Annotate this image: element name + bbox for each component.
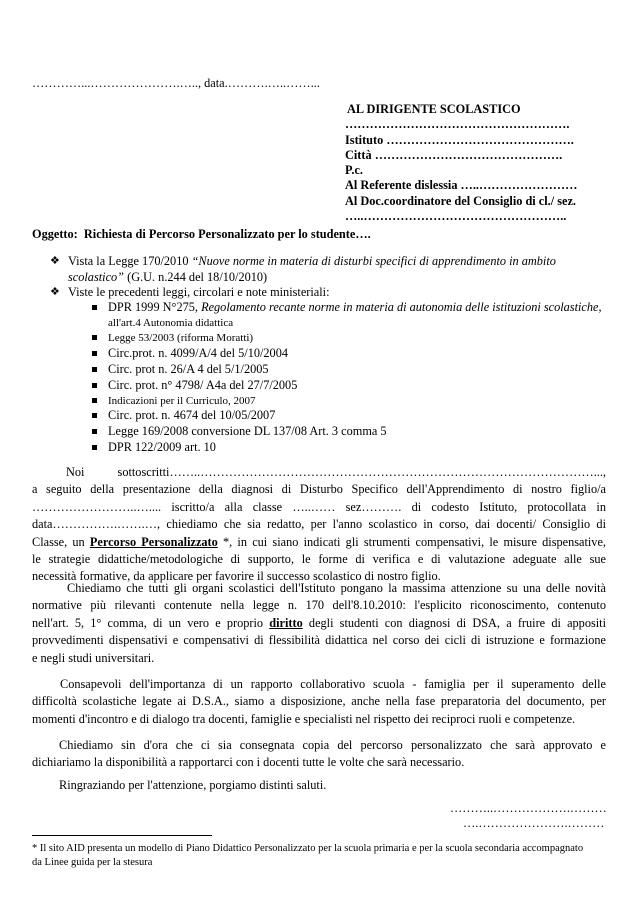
square-bullet-icon <box>92 383 97 388</box>
text-line: Chiediamo sin d'ora che ci sia consegnata copia del percorso personalizzato che sarà approvato e <box>59 738 606 752</box>
text-span: *, in cui siano indicati gli strumenti compensativi, le misure dispensative, <box>217 534 606 549</box>
text-line: Noi sottoscritti……..……………………………………………………………………………………..., <box>66 465 606 479</box>
premise-item-1-cont <box>68 270 267 285</box>
sub-item-cont: all'art.4 Autonomia didattica <box>108 317 234 329</box>
text-line: Consapevoli dell'importanza di un rapporto collaborativo scuola - famiglia per il superamento delle <box>60 677 606 691</box>
recipient-line: …..………………………………………….. <box>345 209 567 224</box>
premise-item-2: Viste le precedenti leggi, circolari e note ministeriali: <box>68 285 330 299</box>
premise-gazette-ref: (G.U. n.244 del 18/10/2010) <box>124 270 268 284</box>
sub-item: Circ. prot. n. 4674 del 10/05/2007 <box>108 408 276 422</box>
premise-item-1 <box>68 254 556 269</box>
text-line: provvedimenti dispensativi e compensativi di flessibilità didattica nel corso dei cicli di istruzione e formazione <box>32 633 606 648</box>
recipient-line: Al Doc.coordinatore del Consiglio di cl./ sez. <box>345 193 577 208</box>
square-bullet-icon <box>92 429 97 434</box>
sub-item: Legge 169/2008 conversione DL 137/08 Art. 3 comma 5 <box>108 424 387 438</box>
highlight-term: diritto <box>269 615 303 630</box>
paragraph-attention <box>32 580 606 667</box>
premise-lead: Vista la Legge 170/2010 <box>68 254 192 268</box>
text-line: momenti d'incontro e di dialogo tra docenti, famiglie e specialisti nel rispetto dei reciproci ruoli e competenze. <box>32 711 576 726</box>
square-bullet-icon <box>92 367 97 372</box>
text-span: degli studenti con diagnosi di DSA, a fruire di appositi <box>302 615 606 630</box>
signature-line: ………..……………….……… <box>450 801 607 815</box>
footnote-divider <box>32 835 212 836</box>
sub-item-title: Regolamento recante norme in materia di autonomia delle istituzioni scolastiche <box>201 300 599 314</box>
sub-item: Indicazioni per il Curriculo, 2007 <box>108 395 256 407</box>
text-line: a seguito della presentazione della diagnosi di Disturbo Specifico dell'Apprendimento di nostro figlio/a <box>32 482 606 497</box>
text-line: dichiariamo la disponibilità a rapportarci con i docenti tutte le volte che sarà necessario. <box>32 755 465 770</box>
square-bullet-icon <box>92 305 97 310</box>
recipient-block <box>345 102 605 224</box>
diamond-bullet-icon: ❖ <box>50 255 60 267</box>
sub-item <box>108 300 602 315</box>
premise-law-title: “Nuove norme in materia di disturbi specifici di apprendimento in ambito <box>191 254 556 268</box>
sub-item: Legge 53/2003 (riforma Moratti) <box>108 332 254 344</box>
text-span: nell'art. 5, 1° comma, di un vero e proprio <box>32 615 270 630</box>
sub-item: DPR 122/2009 art. 10 <box>108 440 216 454</box>
text-line: ……………………..….... iscritto/a alla classe …..…… sez………. di codesto Istituto, protocollata in <box>32 499 606 514</box>
recipient-line: Al Referente dislessia …..…………………… <box>345 178 578 193</box>
recipient-line: Città ………………………………………. <box>345 147 563 162</box>
diamond-bullet-icon: ❖ <box>50 286 60 298</box>
subject-text: Richiesta di Percorso Personalizzato per lo studente…. <box>83 227 371 241</box>
dateline: …………...………………….….., data.……….…..……... <box>32 76 320 90</box>
square-bullet-icon <box>92 398 97 403</box>
subject-label: Oggetto: <box>32 227 78 241</box>
square-bullet-icon <box>92 445 97 450</box>
text-line: le strategie didattiche/metodologiche di supporto, le forme di verifica e di valutazione adeguate alle sue <box>32 552 606 567</box>
premise-law-title-end: scolastico” <box>68 270 125 284</box>
recipient-line: ………………………………………………. <box>345 117 570 132</box>
footnote-line: * Il sito AID presenta un modello di Piano Didattico Personalizzato per la scuola primaria e per la scuola secondaria accompagnato <box>32 843 584 854</box>
text-span: Classe, un <box>32 534 90 549</box>
sub-item: Circ.prot. n. 4099/A/4 del 5/10/2004 <box>108 346 288 360</box>
recipient-line: P.c. <box>345 163 363 178</box>
square-bullet-icon <box>92 413 97 418</box>
recipient-line: Istituto ………………………………………. <box>345 132 574 147</box>
closing-salutation: Ringraziando per l'attenzione, porgiamo distinti saluti. <box>59 778 327 792</box>
text-line: Chiediamo che tutti gli organi scolastici dell'Istituto pongano la massima attenzione su una delle novità <box>67 581 606 595</box>
footnote <box>32 842 606 870</box>
footnote-line: da Linee guida per la stesura <box>32 857 153 868</box>
subject-line <box>32 227 371 242</box>
paragraph-copy <box>32 737 606 772</box>
recipient-heading: AL DIRIGENTE SCOLASTICO <box>347 102 521 116</box>
sub-item: Circ. prot n. 26/A 4 del 5/1/2005 <box>108 362 269 376</box>
square-bullet-icon <box>92 335 97 340</box>
paragraph-request <box>32 464 606 586</box>
text-line: data…………….…….…, chiediamo che sia redatto, per l'anno scolastico in corso, dai docenti/ Consiglio di <box>32 517 606 532</box>
signature-line: ….………………….……… <box>463 816 605 830</box>
text-line: normative più rilevanti contenute nella legge n. 170 dell'8.10.2010: l'esplicito riconoscimento, contenuto <box>32 598 606 613</box>
paragraph-collaboration <box>32 676 606 728</box>
text-line: necessità formative, da applicare per favorire il successo scolastico di nostro figlio. <box>32 569 441 584</box>
text-line: difficoltà scolastiche legate ai D.S.A., siamo a disposizione, anche nella fase preparatoria del documento, per <box>32 694 606 709</box>
sub-item-sep: , <box>598 300 602 314</box>
text-line <box>32 615 606 632</box>
highlight-term: Percorso Personalizzato <box>89 534 218 549</box>
sub-item: Circ. prot. n° 4798/ A4a del 27/7/2005 <box>108 378 298 392</box>
text-line <box>32 534 606 551</box>
square-bullet-icon <box>92 351 97 356</box>
sub-item-text: DPR 1999 N°275, <box>108 300 202 314</box>
text-line: e negli studi universitari. <box>32 650 155 665</box>
